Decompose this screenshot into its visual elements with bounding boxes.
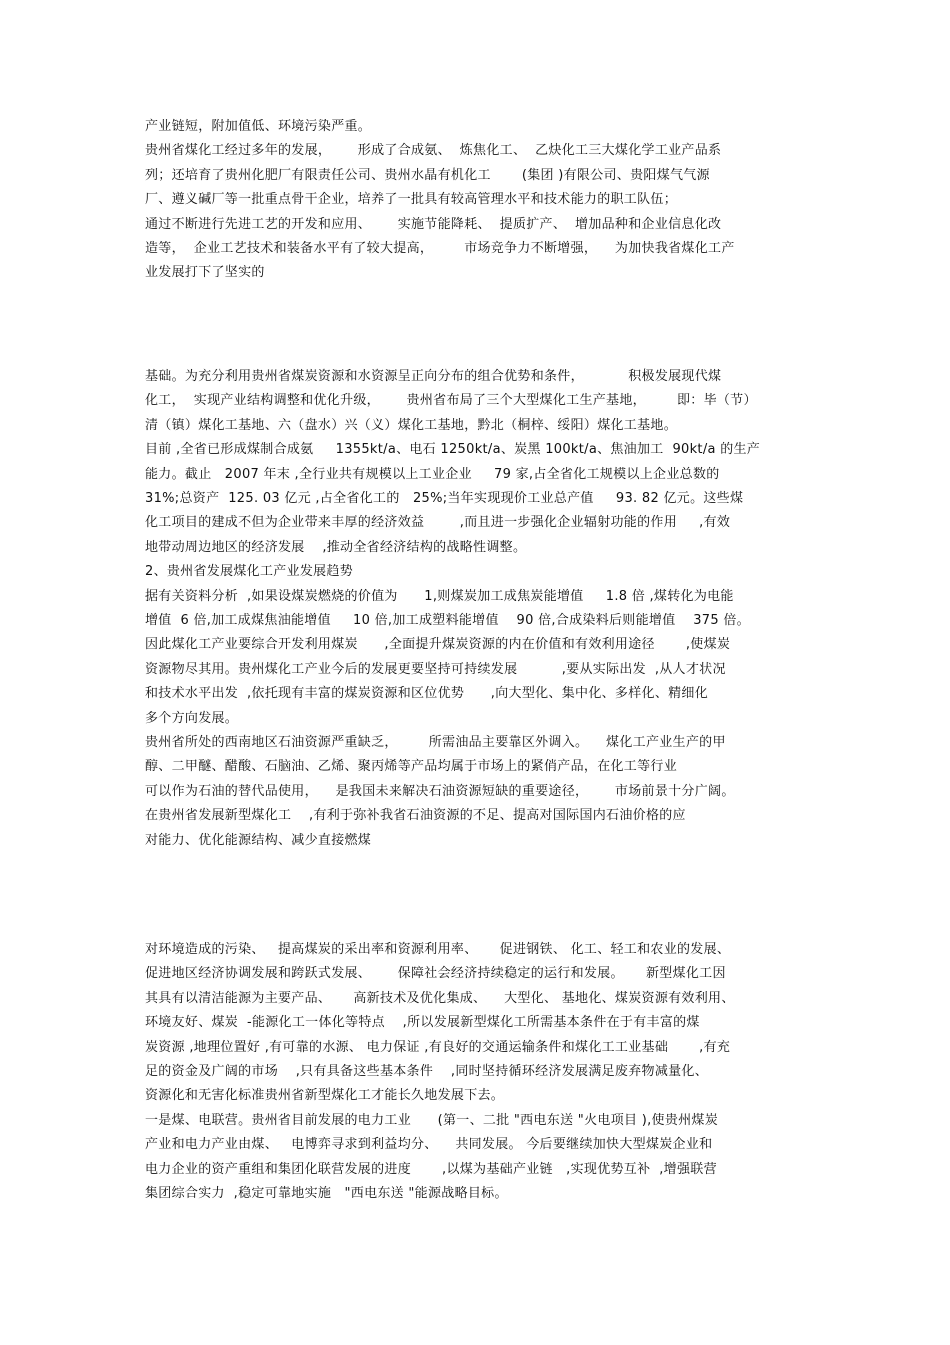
text-line: 2、贵州省发展煤化工产业发展趋势 bbox=[145, 564, 354, 579]
text-line: 在贵州省发展新型煤化工 ,有利于弥补我省石油资源的不足、提高对国际国内石油价格的应 bbox=[145, 808, 686, 823]
text-line: 能力。截止 2007 年末 ,全行业共有规模以上工业企业 79 家,占全省化工规模以上企业总数的 bbox=[145, 467, 720, 482]
text-line: 通过不断进行先进工艺的开发和应用、 实施节能降耗、 提质扩产、 增加品种和企业信息化改 bbox=[145, 217, 722, 232]
text-line: 化工项目的建成不但为企业带来丰厚的经济效益 ,而且进一步强化企业辐射功能的作用 ,有效 bbox=[145, 515, 731, 530]
text-line: 产业和电力产业由煤、 电博弈寻求到利益均分、 共同发展。 今后要继续加快大型煤炭企业和 bbox=[145, 1137, 713, 1152]
text-line: 和技术水平出发 ,依托现有丰富的煤炭资源和区位优势 ,向大型化、集中化、多样化、精细化 bbox=[145, 686, 709, 701]
text-line: 促进地区经济协调发展和跨跃式发展、 保障社会经济持续稳定的运行和发展。 新型煤化工因 bbox=[145, 966, 726, 981]
text-line: 其具有以清洁能源为主要产品、 高新技术及优化集成、 大型化、 基地化、煤炭资源有效利用、 bbox=[145, 991, 735, 1006]
text-line: 环境友好、煤炭 -能源化工一体化等特点 ,所以发展新型煤化工所需基本条件在于有丰富的煤 bbox=[145, 1015, 700, 1030]
text-line: 集团综合实力 ,稳定可靠地实施 "西电东送 "能源战略目标。 bbox=[145, 1186, 508, 1201]
text-line: 清（镇）煤化工基地、六（盘水）兴（义）煤化工基地，黔北（桐梓、绥阳）煤化工基地。 bbox=[145, 418, 678, 433]
text-line: 对能力、优化能源结构、减少直接燃煤 bbox=[145, 833, 372, 848]
text-line: 电力企业的资产重组和集团化联营发展的进度 ,以煤为基础产业链 ,实现优势互补 ,增强联营 bbox=[145, 1162, 717, 1177]
text-line: 产业链短，附加值低、环境污染严重。 bbox=[145, 119, 372, 134]
text-line: 多个方向发展。 bbox=[145, 711, 239, 726]
text-line: 对环境造成的污染、 提高煤炭的采出率和资源利用率、 促进钢铁、 化工、轻工和农业的发展、 bbox=[145, 942, 731, 957]
text-line: 炭资源 ,地理位置好 ,有可靠的水源、 电力保证 ,有良好的交通运输条件和煤化工工业基础 ,有充 bbox=[145, 1040, 731, 1055]
text-line: 目前 ,全省已形成煤制合成氨 1355kt/a、电石 1250kt/a、炭黑 100kt/a、焦油加工 90kt/a 的生产 bbox=[145, 442, 761, 457]
text-line: 列；还培育了贵州化肥厂有限责任公司、贵州水晶有机化工 (集团 )有限公司、贵阳煤气气源 bbox=[145, 168, 710, 183]
text-line: 化工， 实现产业结构调整和优化升级， 贵州省布局了三个大型煤化工生产基地， 即：毕（节） bbox=[145, 393, 757, 408]
text-line: 增值 6 倍,加工成煤焦油能增值 10 倍,加工成塑料能增值 90 倍,合成染料后则能增值 375 倍。 bbox=[145, 613, 750, 628]
text-line: 业发展打下了坚实的 bbox=[145, 265, 265, 280]
text-line: 醇、二甲醚、醋酸、石脑油、乙烯、聚丙烯等产品均属于市场上的紧俏产品，在化工等行业 bbox=[145, 759, 678, 774]
text-line: 据有关资料分析 ,如果设煤炭燃烧的价值为 1,则煤炭加工成焦炭能增值 1.8 倍 ,煤转化为电能 bbox=[145, 589, 734, 604]
text-line: 可以作为石油的替代品使用， 是我国未来解决石油资源短缺的重要途径， 市场前景十分广阔。 bbox=[145, 784, 735, 799]
text-line: 贵州省所处的西南地区石油资源严重缺乏， 所需油品主要靠区外调入。 煤化工产业生产的甲 bbox=[145, 735, 726, 750]
text-line: 地带动周边地区的经济发展 ,推动全省经济结构的战略性调整。 bbox=[145, 540, 527, 555]
text-line: 贵州省煤化工经过多年的发展， 形成了合成氨、 炼焦化工、 乙炔化工三大煤化学工业产品系 bbox=[145, 143, 722, 158]
text-line: 基础。为充分利用贵州省煤炭资源和水资源呈正向分布的组合优势和条件， 积极发展现代煤 bbox=[145, 369, 722, 384]
text-line: 厂、遵义碱厂等一批重点骨干企业，培养了一批具有较高管理水平和技术能力的职工队伍； bbox=[145, 192, 678, 207]
text-line: 一是煤、电联营。贵州省目前发展的电力工业 (第一、二批 "西电东送 "火电项目 ),使贵州煤炭 bbox=[145, 1113, 719, 1128]
text-line: 造等， 企业工艺技术和装备水平有了较大提高， 市场竞争力不断增强， 为加快我省煤化工产 bbox=[145, 241, 735, 256]
text-line: 因此煤化工产业要综合开发利用煤炭 ,全面提升煤炭资源的内在价值和有效利用途径 ,使煤炭 bbox=[145, 637, 731, 652]
text-line: 资源化和无害化标准贵州省新型煤化工才能长久地发展下去。 bbox=[145, 1088, 505, 1103]
text-line: 足的资金及广阔的市场 ,只有具备这些基本条件 ,同时坚持循环经济发展满足废弃物减量化、 bbox=[145, 1064, 709, 1079]
text-line: 资源物尽其用。贵州煤化工产业今后的发展更要坚持可持续发展 ,要从实际出发 ,从人才状况 bbox=[145, 662, 726, 677]
text-line: 31%;总资产 125. 03 亿元 ,占全省化工的 25%;当年实现现价工业总产值 93. 82 亿元。这些煤 bbox=[145, 491, 744, 506]
